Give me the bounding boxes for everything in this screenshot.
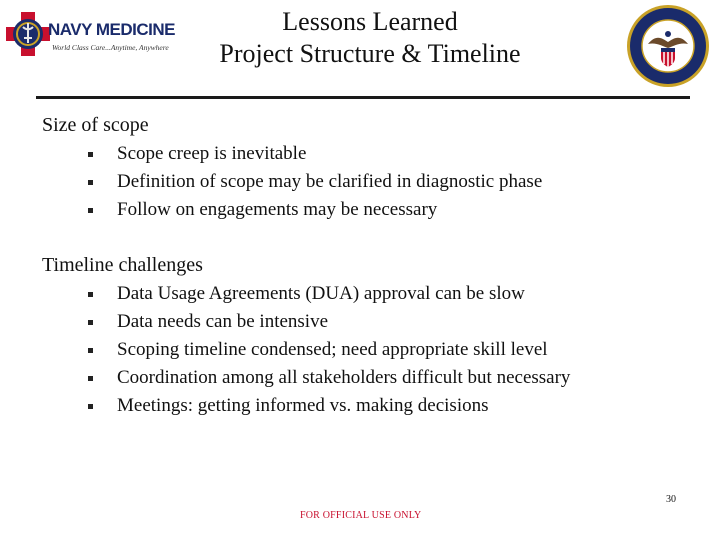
list-item [42, 168, 692, 196]
bullet-text: Meetings: getting informed vs. making decisions [117, 395, 489, 416]
bullet-text: Data needs can be intensive [117, 311, 329, 332]
bullet-text: Scope creep is inevitable [117, 143, 307, 164]
list-item [42, 392, 692, 420]
page-number: 30 [666, 494, 676, 505]
navy-medicine-logo [4, 6, 176, 64]
title-line-2: Project Structure & Timeline [219, 39, 521, 68]
square-bullet-icon [88, 404, 93, 409]
classification-footer: FOR OFFICIAL USE ONLY [300, 510, 422, 521]
square-bullet-icon [88, 320, 93, 325]
square-bullet-icon [88, 376, 93, 381]
section-heading: Size of scope [42, 114, 149, 136]
list-item [42, 196, 692, 224]
square-bullet-icon [88, 348, 93, 353]
bullet-text: Data Usage Agreements (DUA) approval can be slow [117, 283, 525, 304]
title-line-1: Lessons Learned [282, 7, 458, 36]
navy-medicine-emblem-icon [4, 10, 52, 58]
section-timeline-challenges [42, 253, 692, 420]
header-divider [36, 96, 690, 99]
bullet-text: Follow on engagements may be necessary [117, 199, 438, 220]
list-item [42, 364, 692, 392]
section-size-of-scope [42, 113, 692, 224]
slide-title [160, 6, 580, 70]
list-item [42, 308, 692, 336]
logo-brand-text: NAVY MEDICINE [48, 20, 176, 39]
square-bullet-icon [88, 292, 93, 297]
section-heading: Timeline challenges [42, 254, 203, 276]
list-item [42, 336, 692, 364]
bullet-text: Definition of scope may be clarified in diagnostic phase [117, 171, 543, 192]
bullet-text: Scoping timeline condensed; need appropriate skill level [117, 339, 548, 360]
bullet-list [42, 280, 692, 420]
bullet-text: Coordination among all stakeholders difficult but necessary [117, 367, 571, 388]
bullet-list [42, 140, 692, 224]
list-item [42, 140, 692, 168]
square-bullet-icon [88, 152, 93, 157]
list-item [42, 280, 692, 308]
square-bullet-icon [88, 180, 93, 185]
logo-tagline: World Class Care...Anytime, Anywhere [52, 43, 169, 52]
department-seal-icon [626, 4, 710, 88]
square-bullet-icon [88, 208, 93, 213]
